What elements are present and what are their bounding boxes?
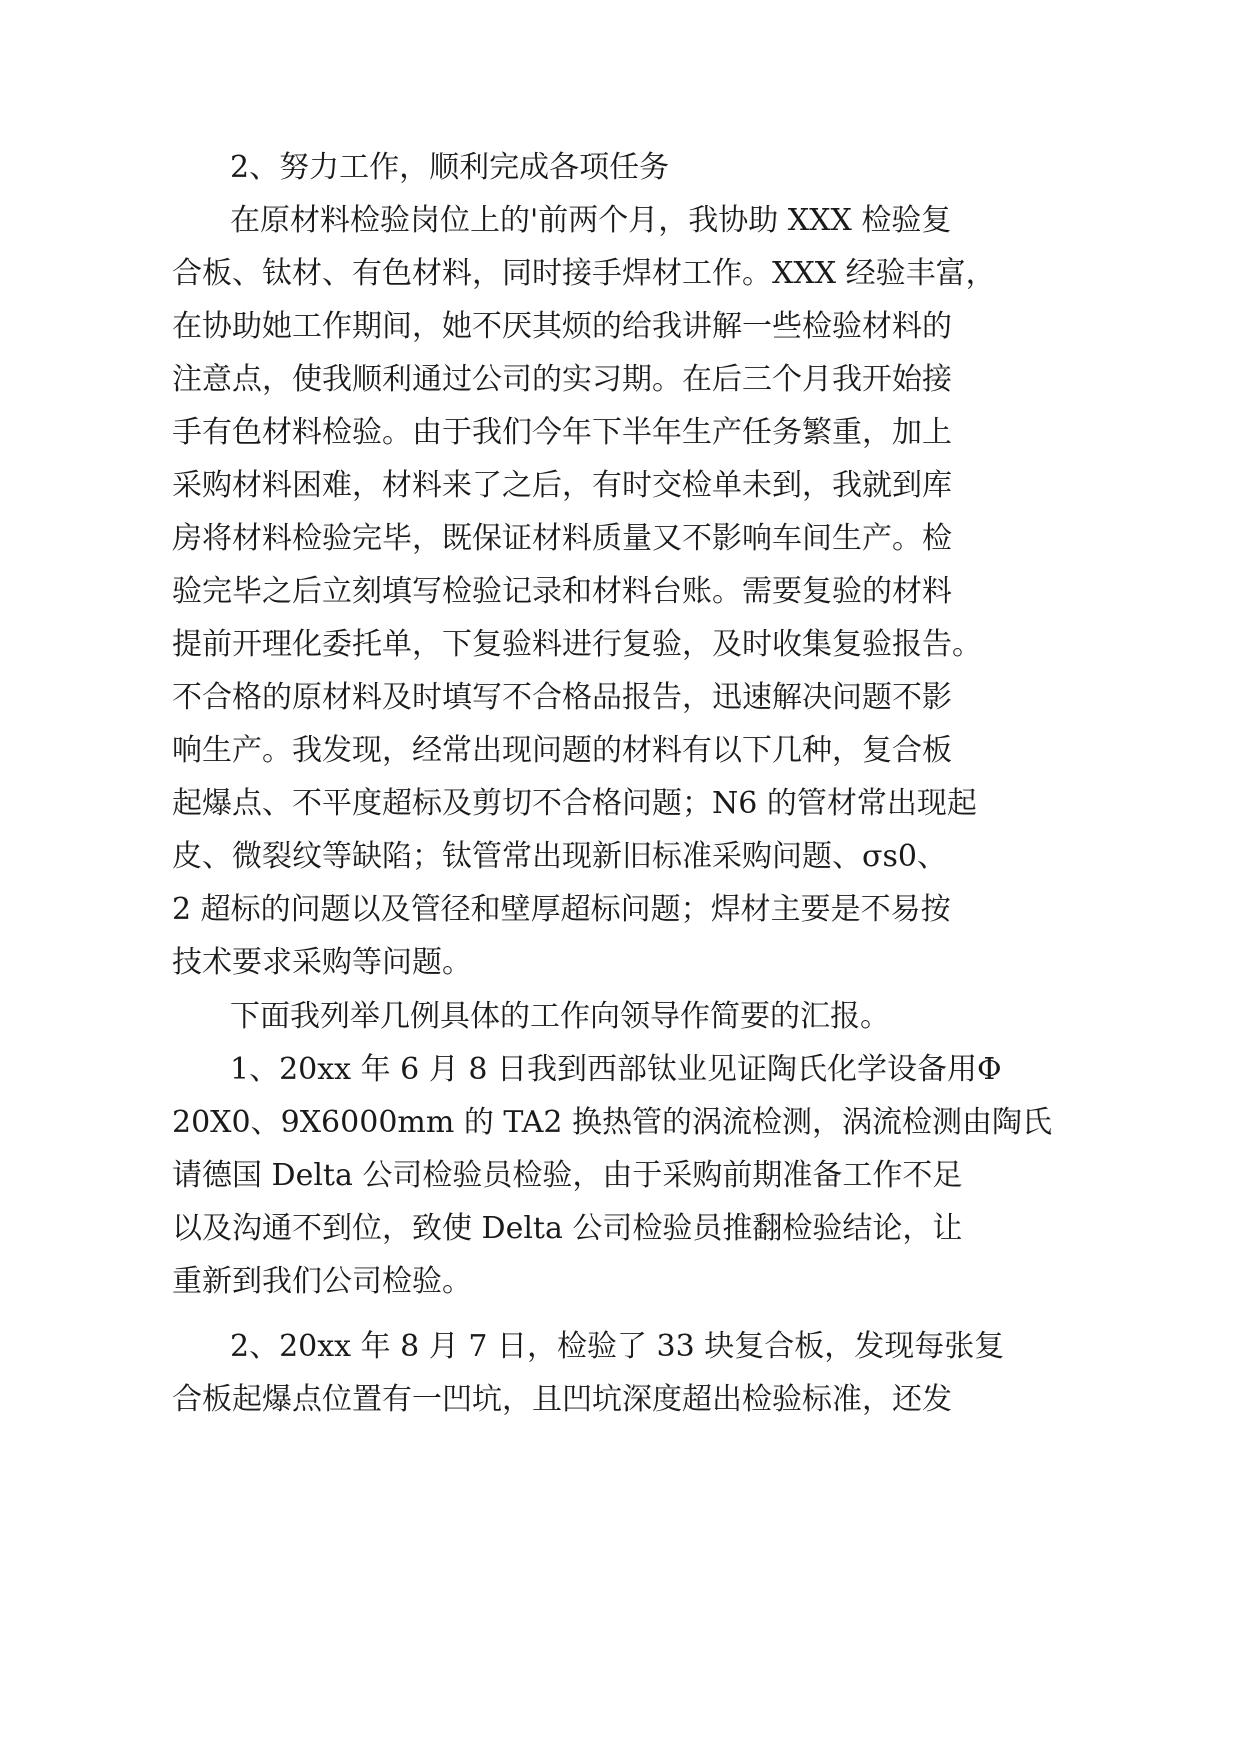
section-heading: 2、努力工作，顺利完成各项任务 [230, 150, 670, 185]
paragraph-line: 起爆点、不平度超标及剪切不合格问题；N6 的管材常出现起 [172, 786, 977, 821]
paragraph-line: 合板、钛材、有色材料，同时接手焊材工作。XXX 经验丰富， [172, 256, 996, 291]
paragraph-line: 请德国 Delta 公司检验员检验，由于采购前期准备工作不足 [172, 1158, 963, 1193]
paragraph-line: 2、20xx 年 8 月 7 日，检验了 33 块复合板，发现每张复 [230, 1329, 1005, 1364]
paragraph-line: 不合格的原材料及时填写不合格品报告，迅速解决问题不影 [172, 680, 952, 715]
paragraph-line: 在协助她工作期间，她不厌其烦的给我讲解一些检验材料的 [172, 309, 952, 344]
paragraph-line: 1、20xx 年 6 月 8 日我到西部钛业见证陶氏化学设备用Φ [230, 1052, 1002, 1087]
paragraph-line: 在原材料检验岗位上的'前两个月，我协助 XXX 检验复 [230, 203, 952, 238]
paragraph-line: 重新到我们公司检验。 [172, 1264, 472, 1299]
paragraph-line: 房将材料检验完毕，既保证材料质量又不影响车间生产。检 [172, 521, 952, 556]
paragraph-line: 注意点，使我顺利通过公司的实习期。在后三个月我开始接 [172, 362, 952, 397]
paragraph-line: 采购材料困难，材料来了之后，有时交检单未到，我就到库 [172, 468, 952, 503]
paragraph-line: 2 超标的问题以及管径和壁厚超标问题；焊材主要是不易按 [172, 892, 951, 927]
paragraph-line: 合板起爆点位置有一凹坑，且凹坑深度超出检验标准，还发 [172, 1382, 952, 1417]
paragraph-line: 技术要求采购等问题。 [172, 945, 472, 980]
paragraph-line: 以及沟通不到位，致使 Delta 公司检验员推翻检验结论，让 [172, 1211, 963, 1246]
paragraph-line: 下面我列举几例具体的工作向领导作简要的汇报。 [230, 999, 890, 1034]
paragraph-line: 20X0、9X6000mm 的 TA2 换热管的涡流检测，涡流检测由陶氏 [172, 1105, 1053, 1140]
paragraph-line: 响生产。我发现，经常出现问题的材料有以下几种，复合板 [172, 733, 952, 768]
paragraph-line: 手有色材料检验。由于我们今年下半年生产任务繁重，加上 [172, 415, 952, 450]
paragraph-line: 验完毕之后立刻填写检验记录和材料台账。需要复验的材料 [172, 574, 952, 609]
paragraph-line: 皮、微裂纹等缺陷；钛管常出现新旧标准采购问题、σs0、 [172, 839, 947, 874]
paragraph-line: 提前开理化委托单，下复验料进行复验，及时收集复验报告。 [172, 627, 982, 662]
